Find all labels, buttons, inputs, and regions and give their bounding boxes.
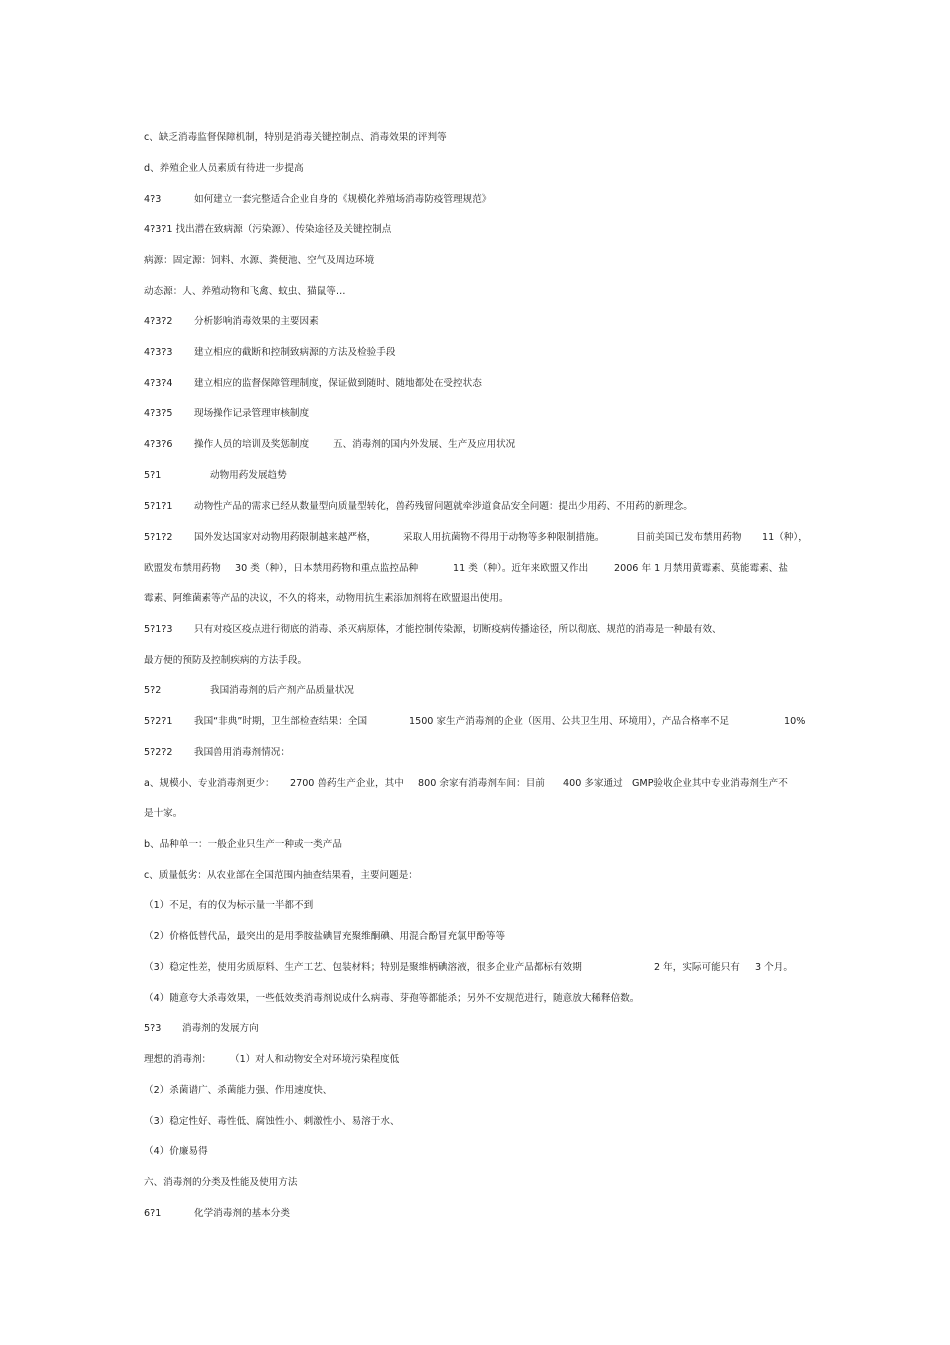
text-segment: 2006 年 1 月禁用黄霉素、莫能霉素、盐 bbox=[614, 563, 788, 574]
section-number: 5?3 bbox=[144, 1023, 162, 1034]
section-number: 5?1?3 bbox=[144, 624, 173, 635]
text-segment: 11 类（种）。近年来欧盟又作出 bbox=[453, 563, 589, 574]
section-number: 4?3?6 bbox=[144, 439, 173, 450]
text-segment: 是十家。 bbox=[144, 808, 183, 819]
text-segment: 4?3?1 找出潜在致病源（污染源）、传染途径及关键控制点 bbox=[144, 224, 392, 235]
text-segment: （1）对人和动物安全对环境污染程度低 bbox=[230, 1054, 400, 1065]
section-number: 5?1?2 bbox=[144, 532, 173, 543]
section-title: 现场操作记录管理审核制度 bbox=[194, 408, 310, 419]
text-segment: 2 年，实际可能只有 bbox=[654, 962, 740, 973]
text-segment: 目前美国已发布禁用药物 bbox=[636, 532, 742, 543]
section-number: 5?2?1 bbox=[144, 716, 173, 727]
text-segment: （2）价格低替代品，最突出的是用季胺盐碘冒充聚维酮碘、用混合酚冒充氯甲酚等等 bbox=[144, 931, 506, 942]
text-segment: 最方便的预防及控制疾病的方法手段。 bbox=[144, 655, 308, 666]
text-segment: c、缺乏消毒监督保障机制，特别是消毒关键控制点、消毒效果的评判等 bbox=[144, 132, 447, 143]
text-segment: （3）稳定性好、毒性低、腐蚀性小、刺激性小、易溶于水、 bbox=[144, 1116, 400, 1127]
section-title: 分析影响消毒效果的主要因素 bbox=[194, 316, 319, 327]
text-segment: 10% bbox=[784, 716, 806, 727]
text-segment: （1）不足，有的仅为标示量一半都不到 bbox=[144, 900, 314, 911]
chapter-heading: 五、消毒剂的国内外发展、生产及应用状况 bbox=[333, 439, 516, 450]
text-segment: 霉素、阿维菌素等产品的决议，不久的将来，动物用抗生素添加剂将在欧盟退出使用。 bbox=[144, 593, 509, 604]
text-segment: 30 类（种），日本禁用药物和重点监控品种 bbox=[235, 563, 419, 574]
section-number: 5?1?1 bbox=[144, 501, 173, 512]
section-number: 5?2?2 bbox=[144, 747, 173, 758]
section-title: 如何建立一套完整适合企业自身的《规模化养殖场消毒防疫管理规范》 bbox=[194, 194, 492, 205]
section-title: 建立相应的监督保障管理制度，保证做到随时、随地都处在受控状态 bbox=[194, 378, 482, 389]
text-segment: GMP验收企业其中专业消毒剂生产不 bbox=[632, 778, 788, 789]
text-segment: 动态源：人、养殖动物和飞禽、蚊虫、猫鼠等… bbox=[144, 286, 346, 297]
text-segment: 800 余家有消毒剂车间：目前 bbox=[418, 778, 545, 789]
text-segment: 11（种）， bbox=[762, 532, 808, 543]
section-title: 我国消毒剂的后产剂产品质量状况 bbox=[210, 685, 354, 696]
text-segment: （3）稳定性差，使用劣质原料、生产工艺、包装材料；特别是聚维柄碘溶液，很多企业产品都标有效期 bbox=[144, 962, 582, 973]
text-segment: b、品种单一：一般企业只生产一种或一类产品 bbox=[144, 839, 342, 850]
section-number: 5?2 bbox=[144, 685, 162, 696]
text-segment: 1500 家生产消毒剂的企业（医用、公共卫生用、环境用），产品合格率不足 bbox=[409, 716, 730, 727]
section-number: 4?3?2 bbox=[144, 316, 173, 327]
section-number: 4?3?4 bbox=[144, 378, 173, 389]
text-segment: d、养殖企业人员素质有待进一步提高 bbox=[144, 163, 304, 174]
section-number: 4?3?3 bbox=[144, 347, 173, 358]
section-title: 建立相应的截断和控制致病源的方法及检验手段 bbox=[194, 347, 396, 358]
text-segment: 采取人用抗菌物不得用于动物等多种限制措施。 bbox=[403, 532, 605, 543]
text-segment: 理想的消毒剂： bbox=[144, 1054, 212, 1065]
section-number: 6?1 bbox=[144, 1208, 162, 1219]
text-segment: 我国“非典”时期，卫生部检查结果：全国 bbox=[194, 716, 368, 727]
section-title: 化学消毒剂的基本分类 bbox=[194, 1208, 290, 1219]
text-segment: 国外发达国家对动物用药限制越来越严格， bbox=[194, 532, 377, 543]
section-title: 操作人员的培训及奖惩制度 bbox=[194, 439, 310, 450]
text-segment: 400 多家通过 bbox=[563, 778, 623, 789]
text-segment: 2700 兽药生产企业，其中 bbox=[290, 778, 404, 789]
text-segment: 六、消毒剂的分类及性能及使用方法 bbox=[144, 1177, 298, 1188]
text-segment: （4）随意夸大杀毒效果，一些低效类消毒剂说成什么病毒、芽孢等都能杀；另外不安规范进行，随意放大稀释倍数。 bbox=[144, 993, 640, 1004]
section-number: 4?3?5 bbox=[144, 408, 173, 419]
text-segment: （4）价廉易得 bbox=[144, 1146, 208, 1157]
text-segment: 欧盟发布禁用药物 bbox=[144, 563, 221, 574]
section-title: 消毒剂的发展方向 bbox=[182, 1023, 259, 1034]
text-segment: （2）杀菌谱广、杀菌能力强、作用速度快、 bbox=[144, 1085, 333, 1096]
text-segment: 病源：固定源：饲料、水源、粪便池、空气及周边环境 bbox=[144, 255, 375, 266]
section-title: 我国兽用消毒剂情况： bbox=[194, 747, 290, 758]
section-number: 5?1 bbox=[144, 470, 162, 481]
section-title: 动物性产品的需求已经从数量型向质量型转化，兽药残留问题就牵涉道食品安全问题：提出少用药、不用药的新理念。 bbox=[194, 501, 693, 512]
text-segment: 3 个月。 bbox=[755, 962, 793, 973]
text-segment: c、质量低劣：从农业部在全国范围内抽查结果看，主要问题是： bbox=[144, 870, 418, 881]
section-title: 动物用药发展趋势 bbox=[210, 470, 287, 481]
section-number: 4?3 bbox=[144, 194, 162, 205]
text-segment: a、规模小、专业消毒剂更少： bbox=[144, 778, 275, 789]
section-title: 只有对疫区疫点进行彻底的消毒、杀灭病原体，才能控制传染源，切断疫病传播途径，所以彻底、规范的消毒是一种最有效、 bbox=[194, 624, 722, 635]
